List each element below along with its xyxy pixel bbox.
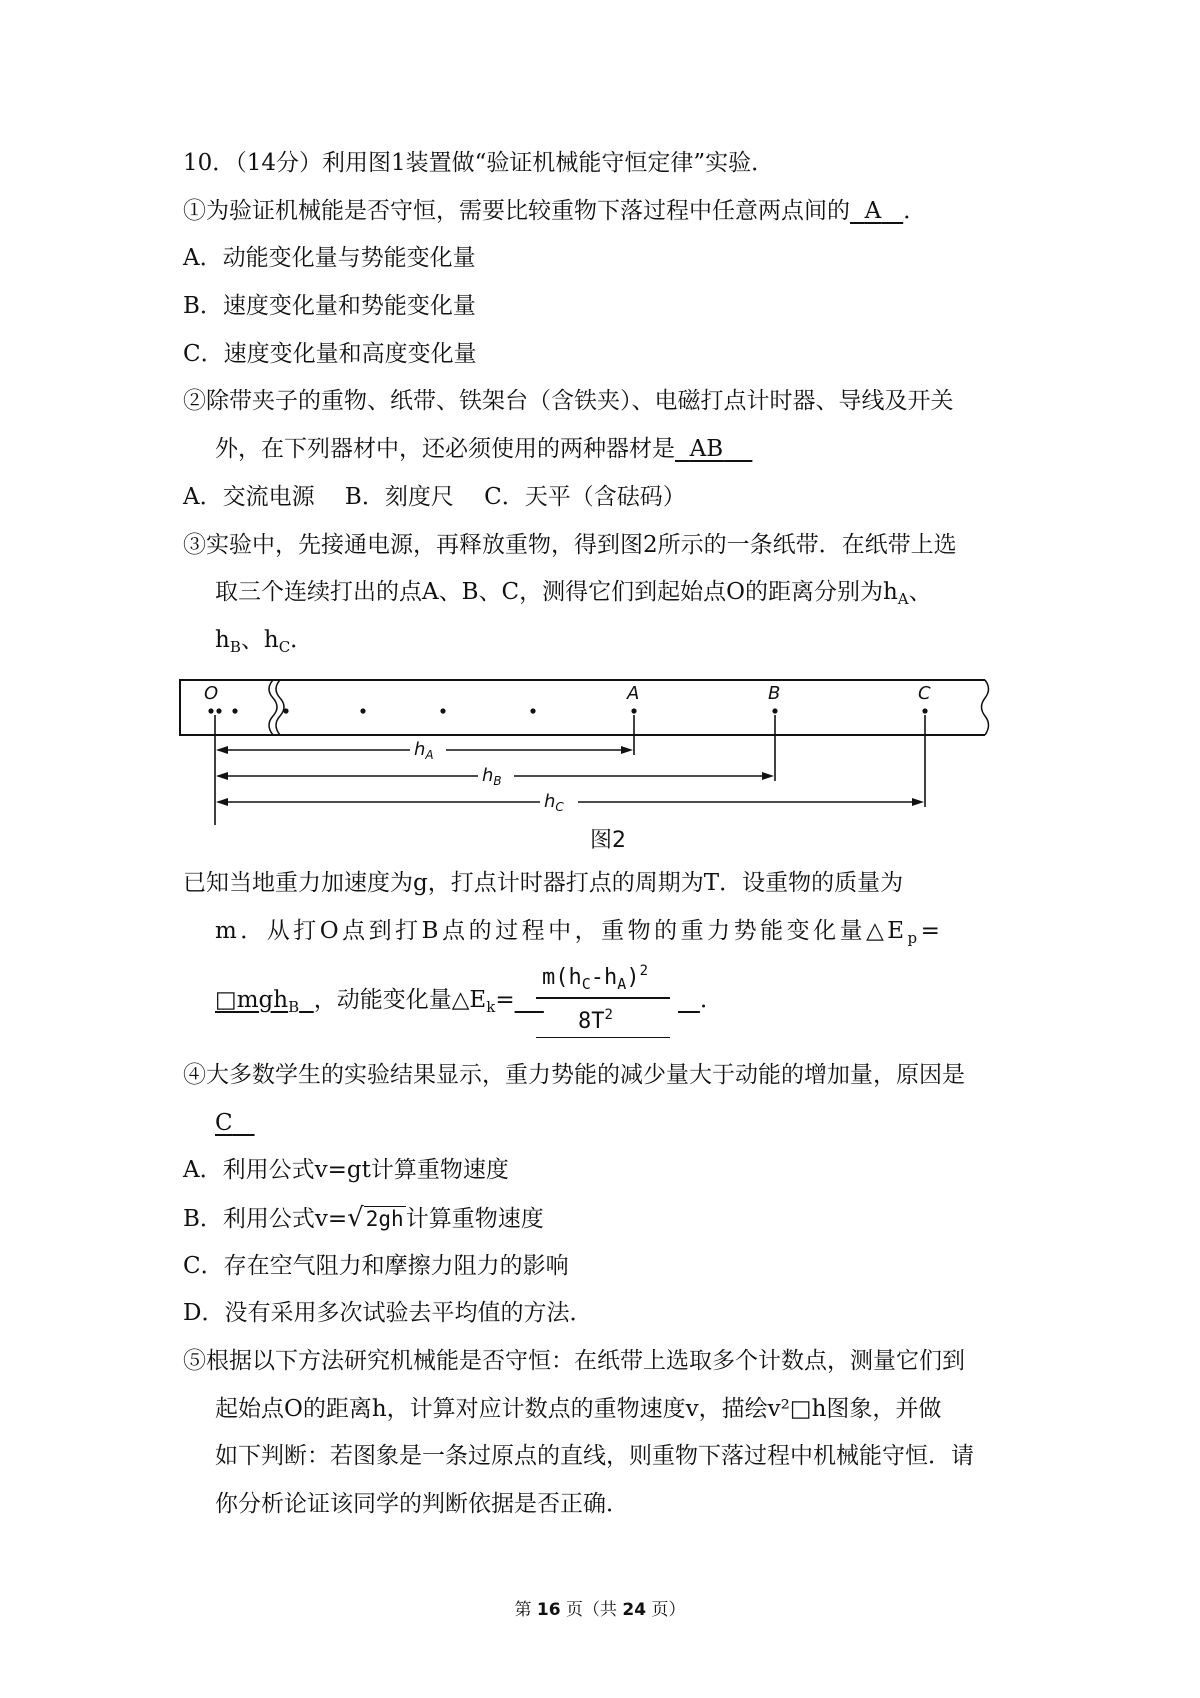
- part2-line1: ②除带夹子的重物、纸带、铁架台（含铁夹）、电磁打点计时器、导线及开关: [183, 388, 954, 414]
- label-a: A: [627, 683, 640, 704]
- figure-caption: 图2: [590, 828, 626, 853]
- part1-stem: ①为验证机械能是否守恒，需要比较重物下落过程中任意两点间的 A ．: [183, 198, 927, 224]
- label-o: O: [204, 683, 219, 704]
- current-page: 16: [536, 1600, 561, 1620]
- part2-line2: 外，在下列器材中，还必须使用的两种器材是 AB: [215, 434, 752, 464]
- ek-answer-fraction: [508, 963, 678, 1043]
- part5-line3: 如下判断：若图象是一条过原点的直线，则重物下落过程中机械能守恒．请: [215, 1443, 974, 1469]
- part3-answers: □mgh$_B$ ，动能变化量$\triangle E_k=$: [215, 987, 515, 1016]
- part3-line5: m．从打O点到打B点的过程中，重物的重力势能变化量$\triangle E_p=$: [215, 918, 944, 947]
- label-ha: $h_A$: [414, 739, 434, 762]
- part3-line3: $h_B$、$h_C$．: [215, 627, 314, 656]
- label-b: B: [768, 683, 781, 704]
- total-pages: 24: [622, 1600, 647, 1620]
- tape-outline: [180, 680, 990, 735]
- label-hb: $h_B$: [482, 765, 502, 788]
- paper-tape-diagram: [178, 675, 998, 825]
- part2-answer: AB: [689, 436, 724, 462]
- part5-line2: 起始点O的距离h，计算对应计数点的重物速度v，描绘v²□h图象，并做: [215, 1396, 942, 1422]
- part4-option-d: D．没有采用多次试验去平均值的方法．: [183, 1300, 593, 1326]
- page-footer: 第 16 页（共 24 页）: [514, 1600, 686, 1620]
- part1-answer: A: [864, 198, 882, 224]
- part1-option-c: C．速度变化量和高度变化量: [183, 341, 477, 367]
- part4-option-c: C．存在空气阻力和摩擦力阻力的影响: [183, 1253, 569, 1279]
- ek-numerator: $m(h_C-h_A)^2$: [542, 963, 648, 993]
- part5-line4: 你分析论证该同学的判断依据是否正确．: [215, 1491, 629, 1517]
- ep-answer: □mgh$_B$: [215, 987, 300, 1016]
- tape-dots: [208, 708, 927, 713]
- ek-denominator: $8T^2$: [578, 1007, 613, 1034]
- part3-line4: 已知当地重力加速度为g，打点计时器打点的周期为T．设重物的质量为: [183, 870, 904, 896]
- part5-line1: ⑤根据以下方法研究机械能是否守恒：在纸带上选取多个计数点，测量它们到: [183, 1348, 965, 1374]
- part4-option-a: A．利用公式v=gt计算重物速度: [183, 1157, 509, 1183]
- part4-option-b: B．利用公式v=√2gh计算重物速度: [183, 1203, 544, 1233]
- part4-line1: ④大多数学生的实验结果显示，重力势能的减少量大于动能的增加量，原因是: [183, 1062, 965, 1088]
- part1-option-b: B．速度变化量和势能变化量: [183, 293, 476, 319]
- label-hc: $h_C$: [544, 791, 564, 814]
- sqrt-2gh: 2gh: [365, 1207, 404, 1231]
- part2-options: A．交流电源 B．刻度尺 C．天平（含砝码）: [183, 484, 686, 510]
- question-title: 10．（14分）利用图1装置做“验证机械能守恒定律”实验．: [183, 150, 775, 176]
- part1-option-a: A．动能变化量与势能变化量: [183, 245, 476, 271]
- part4-answer: C: [215, 1110, 233, 1136]
- part3-line1: ③实验中，先接通电源，再释放重物，得到图2所示的一条纸带．在纸带上选: [183, 532, 957, 558]
- label-c: C: [918, 683, 931, 704]
- ek-tail: ．: [699, 987, 723, 1013]
- part1-stem-text: ①为验证机械能是否守恒，需要比较重物下落过程中任意两点间的: [183, 198, 850, 224]
- part3-line2: 取三个连续打出的点A、B、C，测得它们到起始点O的距离分别为$h_A$、: [215, 579, 932, 608]
